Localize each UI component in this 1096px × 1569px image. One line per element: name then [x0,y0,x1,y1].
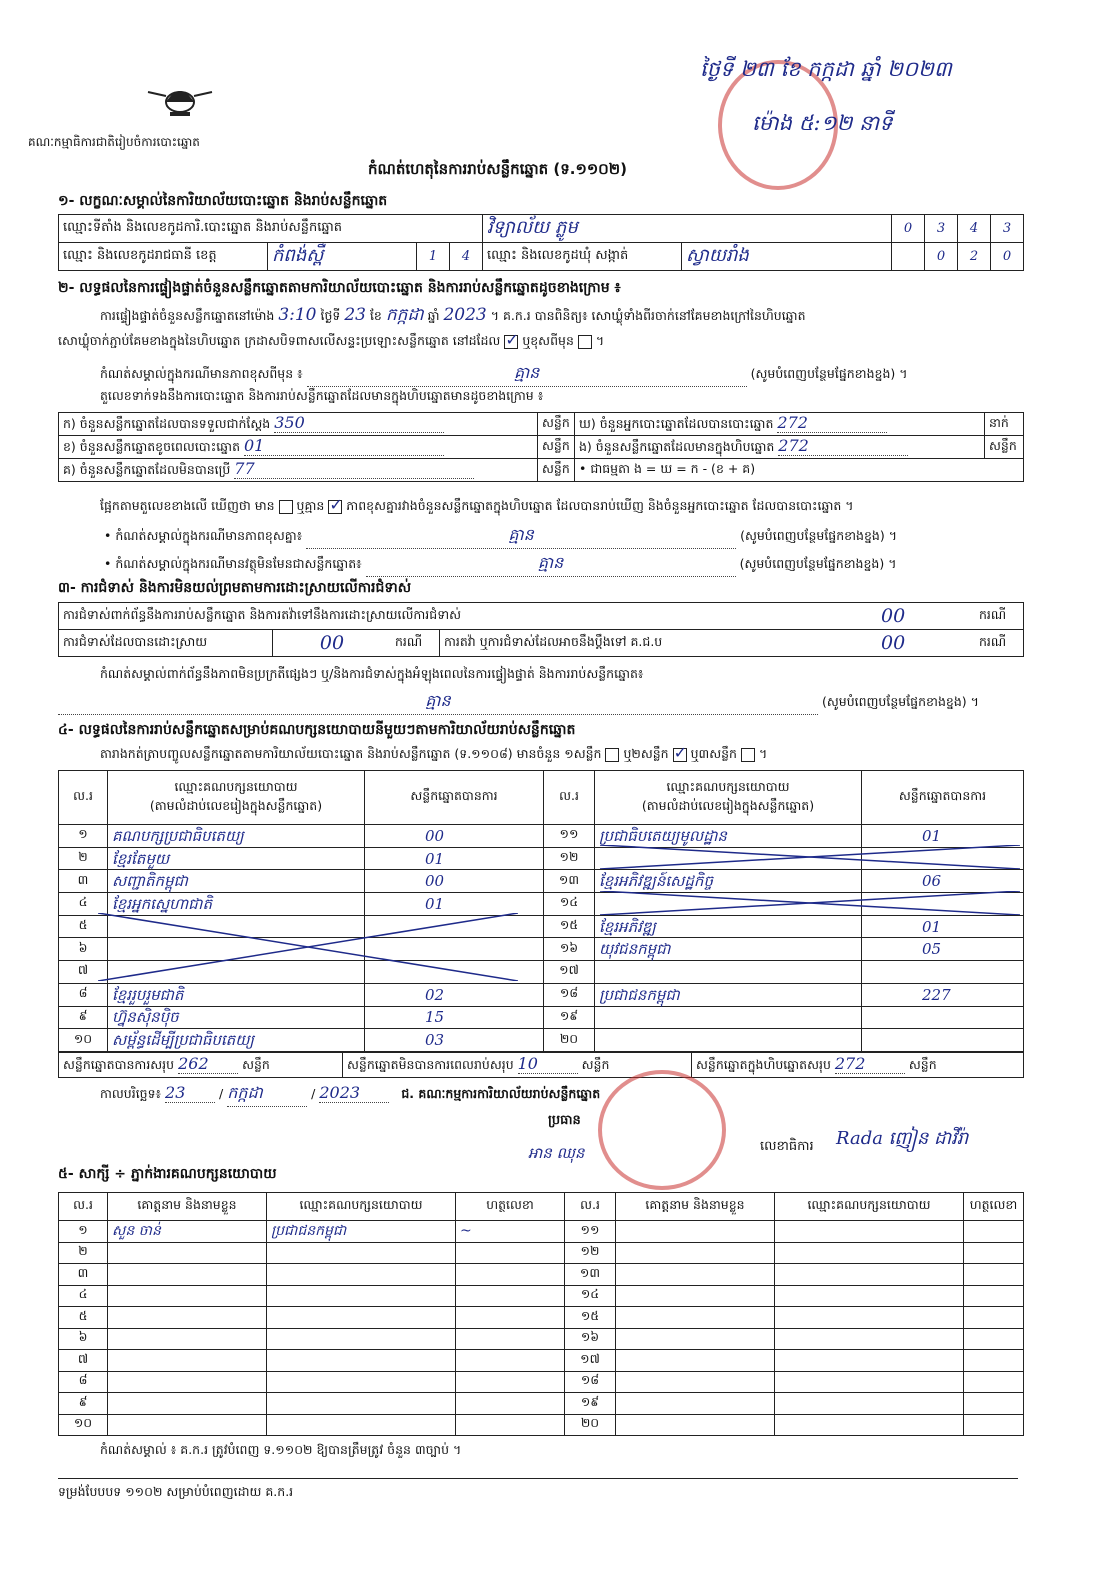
row-no: ១៩ [565,1393,616,1415]
committee-label: ជ. គណៈកម្មការការិយាល័យរាប់សន្លឹកឆ្នោត [401,1086,601,1101]
chair-title: ប្រធាន [548,1113,581,1128]
witness-name [108,1371,267,1393]
witness-party [775,1371,964,1393]
party-votes [862,1006,1024,1029]
party-name: សម្ព័ន្ធដើម្បីប្រជាធិបតេយ្យ [108,1029,365,1052]
has-difference-checkbox[interactable] [279,500,293,514]
party-name [108,961,365,984]
witness-party [267,1393,456,1415]
table-row [59,847,1024,870]
row-no: ១៦ [565,1328,616,1350]
witness-signature [456,1393,565,1415]
verification-day: 23 [344,305,366,325]
witness-party [775,1221,964,1243]
two-sheet-checkbox[interactable] [673,748,687,762]
witness-party [267,1264,456,1286]
witness-party [775,1393,964,1415]
non-ballot-line: • កំណត់សម្គាល់ក្នុងករណីមានវត្ថុមិនមែនជាសន្លឹកឆ្នោត៖ គ្មាន (សូមបំពេញបន្ថែមផ្នែកខាងខ្នង) ។ [104,552,896,577]
verification-time: 3:10 [278,305,317,325]
sheet-count-line: តារាងកត់ត្រាបញ្ចូលសន្លឹកឆ្នោតតាមការិយាល័យបោះឆ្នោត និងរាប់សន្លឹកឆ្នោត (ទ.១១០៨) មានចំនួន ១សន្លឹក ឬ២សន្លឹក ✓ ឬ៣សន្លឹក ។ [100,746,767,765]
witness-party: ប្រជាជនកម្ពុជា [267,1221,456,1243]
different-checkbox[interactable] [578,335,592,349]
witness-party [267,1371,456,1393]
party-name: ប្រជាធិបតេយ្យមូលដ្ឋាន [595,825,862,848]
formula: • ជាធម្មតា ង = ឃ = ក - (ខ + គ) [575,459,1024,482]
table-row [59,961,1024,984]
party-name: សញ្ជាតិកម្ពុជា [108,870,365,893]
party-name: ខ្មែរតែមួយ [108,847,365,870]
row-no: ១០ [59,1414,108,1436]
witness-signature [456,1285,565,1307]
witness-name [108,1307,267,1329]
witness-name [108,1328,267,1350]
party-votes [862,1029,1024,1052]
table-row [59,1264,1024,1286]
resolved-value: 00 [273,630,392,657]
witness-signature [456,1371,565,1393]
org-name: គណៈកម្មាធិការជាតិរៀបចំការបោះឆ្នោត [28,135,200,149]
party-name: យុវជនកម្ពុជា [595,938,862,961]
party-name: ខ្មែរអភិវឌ្ឍ [595,915,862,938]
ballot-figures-table: ក) ចំនួនសន្លឹកឆ្នោតដែលបានទទួលជាក់ស្ដែង 350 សន្លឹក ឃ) ចំនួនអ្នកបោះឆ្នោតដែលបានបោះឆ្នោត 272 នាក់ ខ) ចំនួនសន្លឹកឆ្នោតខូចពេលបោះឆ្នោត 01 សន្លឹក ង) ចំនួនសន្លឹកឆ្នោតដែលមានក្នុងហិបឆ្នោត 272 សន្លឹក គ) ចំនួនសន្លឹកឆ្នោតដែលមិនបានប្រើ 77 សន្លឹក • ជាធម្មតា ង = ឃ = ក - (ខ + គ) [58,412,1024,482]
party-votes [862,961,1024,984]
witness-name [616,1328,775,1350]
one-sheet-checkbox[interactable] [605,748,619,762]
station-code-digit: 3 [991,215,1024,243]
party-votes [365,915,544,938]
witness-signature [456,1414,565,1436]
station-code-digit: 3 [925,215,958,243]
row-no: ១៩ [544,1006,595,1029]
party-name: ប្រជាជនកម្ពុជា [595,983,862,1006]
table-row [59,915,1024,938]
party-votes: 01 [365,847,544,870]
witness-party [267,1285,456,1307]
witness-name [616,1285,775,1307]
verification-year: 2023 [443,305,487,325]
sec2-title: ២- លទ្ធផលនៃការផ្ទៀងផ្ទាត់ចំនួនសន្លឹកឆ្នោតតាមការិយាល័យបោះឆ្នោត និងការរាប់សន្លឹកឆ្នោតដូចខាងក្រោម ៖ [58,280,621,296]
witness-party [267,1350,456,1372]
province-code-digit: 4 [450,243,483,271]
witness-name [616,1307,775,1329]
party-name [108,915,365,938]
table-row [59,1242,1024,1264]
witness-party [775,1350,964,1372]
witness-name: សួន ចាន់ [108,1221,267,1243]
row-no: ១៣ [565,1264,616,1286]
party-name [108,938,365,961]
party-votes: 05 [862,938,1024,961]
row-no: ៤ [59,893,108,916]
sec1-title: ១- លក្ខណៈសម្គាល់នៃការិយាល័យបោះឆ្នោត និងរាប់សន្លឹកឆ្នោត [58,193,388,209]
voters-value: 272 [777,413,887,433]
three-sheet-checkbox[interactable] [741,748,755,762]
col-party: ឈ្មោះគណបក្សនយោបាយ (តាមលំដាប់លេខរៀងក្នុងសន្លឹកឆ្នោត) [108,771,365,825]
table-row [59,1029,1024,1052]
witness-signature [964,1307,1024,1329]
witness-name [108,1242,267,1264]
date-day: 23 [165,1083,215,1103]
row-no: ៤ [59,1285,108,1307]
objections-value: 00 [877,603,975,630]
witness-party [775,1328,964,1350]
row-no: ១២ [544,847,595,870]
witness-party [775,1307,964,1329]
received-ballots-value: 350 [274,413,444,433]
commune-code-digit: 2 [958,243,991,271]
party-votes: 01 [862,915,1024,938]
party-votes: 01 [862,825,1024,848]
table-row [59,1328,1024,1350]
witness-party [267,1414,456,1436]
party-votes [862,893,1024,916]
row-no: ១៥ [565,1307,616,1329]
unused-ballots-value: 77 [234,459,474,479]
witness-party [775,1414,964,1436]
commune-code-digit: 0 [925,243,958,271]
party-votes [365,961,544,984]
table-row [59,893,1024,916]
row-no: ៦ [59,938,108,961]
sec1-table [58,214,1024,271]
witness-name [108,1414,267,1436]
party-name [595,847,862,870]
ballots-in-box-value: 272 [778,436,908,456]
party-name: ខ្មែររួបរួមជាតិ [108,983,365,1006]
handwritten-date: ថ្ងៃទី ២៣ ខែ កក្កដា ឆ្នាំ ២០២៣ [700,57,952,81]
appeal-label: ការតវ៉ា ឬការជំទាស់ដែលអាចនឹងប្ដឹងទៅ គ.ជ.ប [440,630,878,657]
witness-signature [964,1371,1024,1393]
date-year: 2023 [319,1083,389,1103]
total-in-box-value: 272 [835,1054,905,1074]
party-name: ហ្វ៊ុនស៊ិនប៉ិច [108,1006,365,1029]
row-no: ១៤ [544,893,595,916]
compare-line: ផ្អែកតាមតួលេខខាងលើ ឃើញថា មាន ឬគ្មាន ✓ ភាពខុសគ្នារវាងចំនួនសន្លឹកឆ្នោតក្នុងហិបឆ្នោត ដែលបានរាប់ឃើញ និងចំនួនអ្នកបោះឆ្នោត ដែលបានបោះឆ្នោត ។ [100,498,854,517]
row-no: ៥ [59,915,108,938]
witness-name [616,1242,775,1264]
row-no: ៨ [59,1371,108,1393]
emblem-icon [140,62,220,122]
witness-party [267,1328,456,1350]
row-no: ១៤ [565,1285,616,1307]
table-row [59,1221,1024,1243]
witness-table: ល.រ គោត្តនាម និងនាមខ្លួន ឈ្មោះគណបក្សនយោបាយ ហត្ថលេខា ល.រ គោត្តនាម និងនាមខ្លួន ឈ្មោះគណបក្សនយោបាយ ហត្ថលេខា ១ សួន ចាន់ ប្រជាជនកម្ពុជា ~ ១១ ២ ១២ ៣ ១៣ ៤ ១៤ ៥ ១៥ ៦ ១៦ ៧ ១៧ ៨ ១៨ ៩ ១៩ ១០ ២០ [58,1192,1024,1436]
table-row [59,1350,1024,1372]
row-no: ៥ [59,1307,108,1329]
witness-name [108,1350,267,1372]
party-votes [365,938,544,961]
party-votes: 227 [862,983,1024,1006]
station-code-digit: 0 [892,215,925,243]
witness-signature [964,1285,1024,1307]
party-name [595,1006,862,1029]
row-no: ៣ [59,870,108,893]
witness-party [267,1242,456,1264]
row-no: ១០ [59,1029,108,1052]
party-votes: 06 [862,870,1024,893]
party-votes [862,847,1024,870]
party-name: ខ្មែរអភិវឌ្ឍន៍សេដ្ឋកិច្ច [595,870,862,893]
table-row [59,825,1024,848]
row-no: ១២ [565,1242,616,1264]
witness-name [616,1393,775,1415]
row-no: ១ [59,825,108,848]
witness-party [267,1307,456,1329]
row-no: ៣ [59,1264,108,1286]
witness-name [616,1414,775,1436]
same-checkbox[interactable] [504,335,518,349]
witness-signature: ~ [456,1221,565,1243]
witness-party [775,1242,964,1264]
witness-name [616,1221,775,1243]
table-row [59,938,1024,961]
row-no: ១៦ [544,938,595,961]
witness-name [108,1285,267,1307]
province-label: ឈ្មោះ និងលេខកូដរាជធានី ខេត្ត [59,243,268,271]
party-name: គណបក្សប្រជាធិបតេយ្យ [108,825,365,848]
irregularity-note-label: កំណត់សម្គាល់ពាក់ព័ន្ធនឹងភាពមិនប្រក្រតីផ្សេងៗ ឬ/និងការជំទាស់ក្នុងអំឡុងពេលនៃការផ្ទៀងផ្ទាត់ និងការរាប់សន្លឹកឆ្នោត៖ [100,666,644,681]
verification-line: ការផ្ទៀងផ្ទាត់ចំនួនសន្លឹកឆ្នោតនៅម៉ោង 3:10 ថ្ងៃទី 23 ខែ កក្កដា ឆ្នាំ 2023 ។ គ.ក.រ បានពិនិត្យ៖ សោឃ្លុំទាំងពីរចាក់នៅគែមខាងក្រៅនៃហិបឆ្នោត [100,305,806,325]
row-no: ១ [59,1221,108,1243]
chair-name: អាន ឈុន [528,1144,585,1162]
row-no: ៧ [59,1350,108,1372]
table-row [59,983,1024,1006]
diff-note-value: គ្មាន [306,524,736,549]
row-no: ៨ [59,983,108,1006]
row-no: ២ [59,1242,108,1264]
row-no: ១៥ [544,915,595,938]
row-no: ១៣ [544,870,595,893]
witness-signature [964,1350,1024,1372]
party-name [595,893,862,916]
total-invalid-value: 10 [518,1054,578,1074]
total-valid-value: 262 [178,1054,238,1074]
row-no: ១១ [544,825,595,848]
witness-signature [456,1328,565,1350]
witness-note: កំណត់សម្គាល់ ៖ គ.ក.រ ត្រូវបំពេញ ទ.១១០២ ឱ្យបានត្រឹមត្រូវ ចំនួន ៣ច្បាប់ ។ [100,1442,462,1457]
row-no: ១១ [565,1221,616,1243]
province-code-digit: 1 [417,243,450,271]
handwritten-time: ម៉ោង ៥:១២ នាទី [752,111,893,135]
party-votes: 02 [365,983,544,1006]
secretary-title: លេខាធិការ [760,1139,814,1154]
date-month: កក្កដា [227,1082,307,1107]
appeal-value: 00 [877,630,975,657]
diff-note-line: • កំណត់សម្គាល់ក្នុងករណីមានភាពខុសគ្នា៖ គ្មាន (សូមបំពេញបន្ថែមផ្នែកខាងខ្នង) ។ [104,524,897,549]
row-no: ២០ [565,1414,616,1436]
row-no: ១៧ [544,961,595,984]
witness-name [616,1371,775,1393]
spoiled-ballots-value: 01 [244,436,444,456]
commune-code-digit: 0 [991,243,1024,271]
witness-name [616,1350,775,1372]
witness-signature [964,1242,1024,1264]
verification-month: កក្កដា [385,305,424,325]
seal-status-line: សោឃ្លុំចាក់ភ្ជាប់គែមខាងក្នុងនៃហិបឆ្នោត ក្រដាសបិទពាសលើសន្ទះប្រឡោះសន្លឹកឆ្នោត នៅដដែល ✓ ឬខុសពីមុន ។ [58,333,604,352]
party-votes: 00 [365,825,544,848]
table-row [59,870,1024,893]
date-line: កាលបរិច្ឆេទ៖ 23 / កក្កដា / 2023 ជ. គណៈកម្មការការិយាល័យរាប់សន្លឹកឆ្នោត [100,1082,600,1107]
table-row [59,1393,1024,1415]
witness-signature [964,1264,1024,1286]
table-row [59,1371,1024,1393]
witness-signature [964,1414,1024,1436]
party-votes: 00 [365,870,544,893]
row-no: ១៧ [565,1350,616,1372]
non-ballot-value: គ្មាន [366,552,736,577]
witness-name [616,1264,775,1286]
station-code-digit: 4 [958,215,991,243]
witness-signature [964,1393,1024,1415]
footer-divider [58,1478,1018,1479]
witness-party [775,1285,964,1307]
row-no: ៩ [59,1393,108,1415]
polling-station-value: វិទ្យាល័យ ភ្លូម [483,215,892,243]
sec5-title: ៥- សាក្សី ÷ ភ្នាក់ងារគណបក្សនយោបាយ [58,1166,277,1182]
party-votes: 03 [365,1029,544,1052]
province-value: កំពង់ស្ពឺ [268,243,417,271]
party-name: ខ្មែរអ្នកស្នេហាជាតិ [108,893,365,916]
objections-table: ការជំទាស់ពាក់ព័ន្ធនឹងការរាប់សន្លឹកឆ្នោត និងការតវ៉ាទៅនឹងការដោះស្រាយលើការជំទាស់ 00 ករណី ការជំទាស់ដែលបានដោះស្រាយ 00 ករណី ការតវ៉ា ឬការជំទាស់ដែលអាចនឹងប្ដឹងទៅ គ.ជ.ប 00 ករណី [58,602,1024,657]
results-table [58,770,1024,1052]
witness-signature [456,1242,565,1264]
col-votes: សន្លឹកឆ្នោតបានការ [365,771,544,825]
col-no: ល.រ [59,771,108,825]
secretary-name: Rada ញៀន ដាវីរ៉ា [836,1128,969,1149]
witness-party [775,1264,964,1286]
row-no: ១៨ [544,983,595,1006]
witness-signature [964,1328,1024,1350]
witness-name [108,1393,267,1415]
col-party: ឈ្មោះគណបក្សនយោបាយ (តាមលំដាប់លេខរៀងក្នុងសន្លឹកឆ្នោត) [595,771,862,825]
row-no: ៩ [59,1006,108,1029]
party-votes: 15 [365,1006,544,1029]
committee-stamp [598,1070,726,1190]
resolved-label: ការជំទាស់ដែលបានដោះស្រាយ [59,630,273,657]
row-no: ៧ [59,961,108,984]
form-title: កំណត់ហេតុនៃការរាប់សន្លឹកឆ្នោត (ទ.១១០២) [368,160,628,178]
row-no: ២ [59,847,108,870]
col-votes: សន្លឹកឆ្នោតបានការ [862,771,1024,825]
irregularity-note-value: គ្មាន [58,690,818,715]
party-votes: 01 [365,893,544,916]
irregularity-note-line: គ្មាន (សូមបំពេញបន្ថែមផ្នែកខាងខ្នង) ។ [58,690,979,715]
form-footer: ទម្រង់បែបបទ ១១០២ សម្រាប់បំពេញដោយ គ.ក.រ [58,1484,294,1499]
witness-signature [964,1221,1024,1243]
party-name [595,961,862,984]
commune-label: ឈ្មោះ និងលេខកូដឃុំ សង្កាត់ [483,243,682,271]
difference-note-value: គ្មាន [307,362,747,387]
witness-signature [456,1307,565,1329]
polling-station-label: ឈ្មោះទីតាំង និងលេខកូដការិ.បោះឆ្នោត និងរាប់សន្លឹកឆ្នោត [59,215,483,243]
objections-label: ការជំទាស់ពាក់ព័ន្ធនឹងការរាប់សន្លឹកឆ្នោត និងការតវ៉ាទៅនឹងការដោះស្រាយលើការជំទាស់ [59,603,878,630]
no-difference-checkbox[interactable] [328,500,342,514]
col-no: ល.រ [544,771,595,825]
table-row [59,1285,1024,1307]
party-name [595,1029,862,1052]
totals-table: សន្លឹកឆ្នោតបានការសរុប 262 សន្លឹក សន្លឹកឆ្នោតមិនបានការពេលរាប់សរុប 10 សន្លឹក សន្លឹកឆ្នោតក្នុងហិបឆ្នោតសរុប 272 សន្លឹក [58,1052,1024,1078]
witness-signature [456,1350,565,1372]
witness-name [108,1264,267,1286]
sec4-title: ៤- លទ្ធផលនៃការរាប់សន្លឹកឆ្នោតសម្រាប់គណបក្សនយោបាយនីមួយៗតាមការិយាល័យរាប់សន្លឹកឆ្នោត [58,722,576,738]
sec3-title: ៣- ការជំទាស់ និងការមិនយល់ព្រមតាមការដោះស្រាយលើការជំទាស់ [58,580,412,596]
commune-value: ស្វាយរាំង [682,243,892,271]
table-row [59,1307,1024,1329]
difference-note: កំណត់សម្គាល់ក្នុងករណីមានភាពខុសពីមុន ៖ គ្មាន (សូមបំពេញបន្ថែមផ្នែកខាងខ្នង) ។ [100,362,1020,387]
row-no: ១៨ [565,1371,616,1393]
row-no: ២០ [544,1029,595,1052]
witness-signature [456,1264,565,1286]
figures-intro: តួលេខទាក់ទងនឹងការបោះឆ្នោត និងការរាប់សន្លឹកឆ្នោតដែលមានក្នុងហិបឆ្នោតមានដូចខាងក្រោម ៖ [100,388,544,403]
row-no: ៦ [59,1328,108,1350]
table-row [59,1414,1024,1436]
table-row [59,1006,1024,1029]
